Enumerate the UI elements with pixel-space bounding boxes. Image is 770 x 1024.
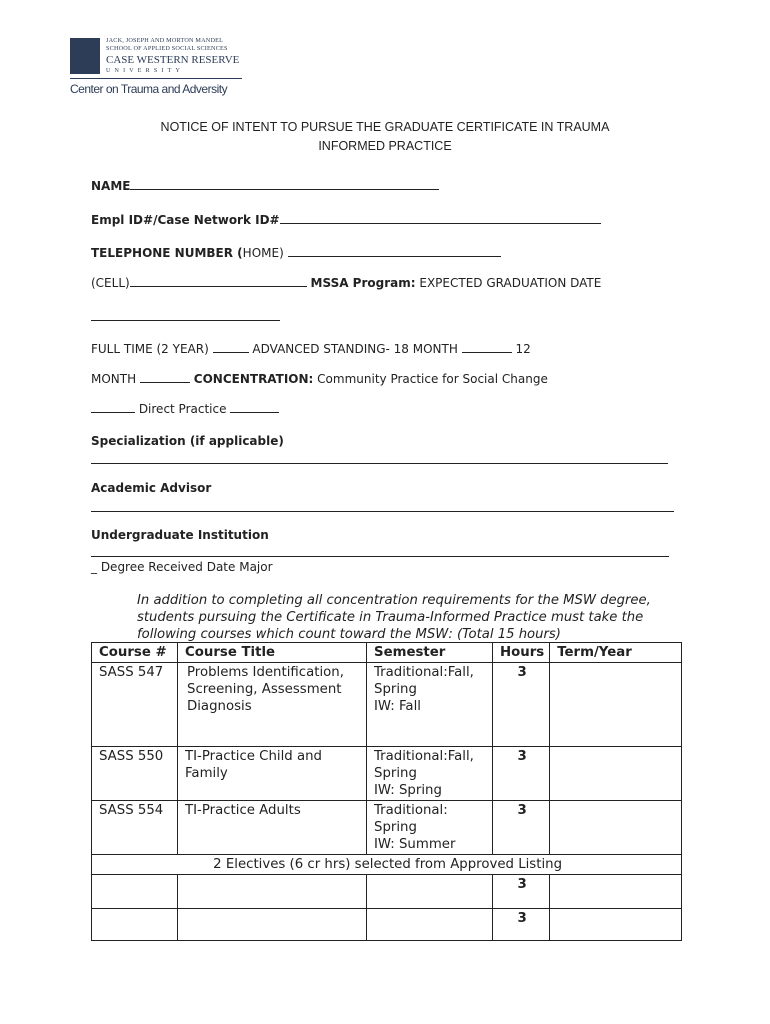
course-term-year[interactable]: [550, 663, 682, 747]
academic-advisor-label-text: Academic Advisor: [91, 481, 212, 495]
elective-course-number[interactable]: [92, 875, 178, 909]
elective-course-number[interactable]: [92, 909, 178, 941]
course-semester: [367, 747, 493, 801]
direct-practice-field[interactable]: [91, 401, 279, 416]
elective-course-title[interactable]: [178, 875, 367, 909]
full-time-label: FULL TIME (2 YEAR): [91, 342, 213, 356]
undergrad-institution-blank[interactable]: [91, 556, 669, 557]
mssa-program-label: MSSA Program:: [310, 276, 416, 290]
course-number: SASS 547: [92, 663, 178, 747]
logo-center-name: Center on Trauma and Adversity: [70, 82, 228, 96]
document-title-line1: NOTICE OF INTENT TO PURSUE THE GRADUATE CERTIFICATE IN TRAUMA: [160, 120, 610, 134]
specialization-label: [91, 434, 284, 448]
table-row: [92, 747, 682, 801]
community-practice-blank[interactable]: [91, 401, 135, 413]
degree-received-line: _ Degree Received Date Major: [91, 560, 273, 574]
empl-id-blank[interactable]: [280, 212, 601, 224]
document-title-line2: INFORMED PRACTICE: [318, 139, 452, 153]
name-label: NAME: [91, 179, 131, 193]
course-hours: 3: [493, 747, 550, 801]
course-term-year[interactable]: [550, 801, 682, 855]
graduation-date-blank[interactable]: [91, 320, 280, 321]
direct-practice-label: Direct Practice: [135, 402, 231, 416]
concentration-field[interactable]: [91, 371, 548, 386]
empl-id-field[interactable]: [91, 212, 601, 227]
undergrad-institution-label: [91, 528, 269, 542]
logo-school-line1: JACK, JOSEPH AND MORTON MANDEL: [106, 37, 224, 44]
advanced-standing-label: ADVANCED STANDING- 18 MONTH: [248, 342, 462, 356]
logo-school-line2: SCHOOL OF APPLIED SOCIAL SCIENCES: [106, 45, 228, 52]
elective-semester[interactable]: [367, 875, 493, 909]
semester-traditional: Traditional:Fall, Spring: [374, 749, 474, 781]
course-title: TI-Practice Child and Family: [178, 747, 367, 801]
specialization-label-text: Specialization (if applicable): [91, 434, 284, 448]
header-course-title: Course Title: [178, 643, 367, 663]
logo-divider: [70, 78, 242, 79]
table-header-row: [92, 643, 682, 663]
twelve-month-blank[interactable]: [140, 371, 190, 383]
header-semester: Semester: [367, 643, 493, 663]
elective-course-title[interactable]: [178, 909, 367, 941]
course-table: [91, 642, 682, 941]
table-row: [92, 663, 682, 747]
electives-note: 2 Electives (6 cr hrs) selected from Approved Listing: [92, 855, 682, 875]
semester-traditional: Traditional: Spring: [374, 803, 448, 835]
cell-phone-blank[interactable]: [130, 275, 307, 287]
course-hours: 3: [493, 663, 550, 747]
elective-hours: 3: [493, 909, 550, 941]
logo-university-word: UNIVERSITY: [106, 68, 184, 74]
full-time-blank[interactable]: [213, 341, 249, 353]
university-seal-icon: [70, 38, 100, 74]
direct-practice-blank[interactable]: [230, 401, 279, 413]
logo-university-name: CASE WESTERN RESERVE: [106, 54, 240, 66]
advanced-standing-blank[interactable]: [462, 341, 512, 353]
cell-label: (CELL): [91, 276, 130, 290]
academic-advisor-blank[interactable]: [91, 511, 674, 512]
cell-field[interactable]: [91, 275, 601, 290]
month-label: MONTH: [91, 372, 140, 386]
course-number: SASS 554: [92, 801, 178, 855]
academic-advisor-label: [91, 481, 211, 495]
elective-term-year[interactable]: [550, 909, 682, 941]
course-semester: [367, 801, 493, 855]
elective-hours: 3: [493, 875, 550, 909]
electives-row: [92, 855, 682, 875]
concentration-value: Community Practice for Social Change: [313, 372, 548, 386]
table-row: [92, 909, 682, 941]
empl-id-label: Empl ID#/Case Network ID#: [91, 213, 280, 227]
course-term-year[interactable]: [550, 747, 682, 801]
semester-iw: IW: Fall: [374, 699, 421, 714]
school-logo: [70, 34, 245, 100]
name-blank[interactable]: [130, 178, 439, 190]
course-hours: 3: [493, 801, 550, 855]
table-row: [92, 801, 682, 855]
header-term-year: Term/Year: [550, 643, 682, 663]
semester-traditional: Traditional:Fall, Spring: [374, 665, 474, 697]
header-course-number: Course #: [92, 643, 178, 663]
undergrad-institution-label-text: Undergraduate Institution: [91, 528, 269, 542]
elective-term-year[interactable]: [550, 875, 682, 909]
course-title: TI-Practice Adults: [178, 801, 367, 855]
specialization-blank[interactable]: [91, 463, 668, 464]
concentration-label: CONCENTRATION:: [193, 372, 314, 386]
name-field[interactable]: [91, 178, 439, 193]
twelve-label: 12: [511, 342, 531, 356]
home-label: HOME): [242, 246, 288, 260]
elective-semester[interactable]: [367, 909, 493, 941]
home-phone-blank[interactable]: [288, 245, 501, 257]
course-semester: [367, 663, 493, 747]
semester-iw: IW: Summer: [374, 837, 456, 852]
telephone-field[interactable]: [91, 245, 501, 260]
course-title: Problems Identification, Screening, Assessment Diagnosis: [178, 663, 367, 747]
table-row: [92, 875, 682, 909]
telephone-label: TELEPHONE NUMBER (: [91, 246, 243, 260]
program-length-field[interactable]: [91, 341, 531, 356]
expected-graduation-label: EXPECTED GRADUATION DATE: [415, 276, 602, 290]
semester-iw: IW: Spring: [374, 783, 442, 798]
header-hours: Hours: [493, 643, 550, 663]
course-number: SASS 550: [92, 747, 178, 801]
certificate-requirements-text: In addition to completing all concentration requirements for the MSW degree, students pursuing the Certificate in Trauma-Informed Practice must take the following courses which count toward the MSW: (Total 15 hours): [137, 593, 651, 642]
